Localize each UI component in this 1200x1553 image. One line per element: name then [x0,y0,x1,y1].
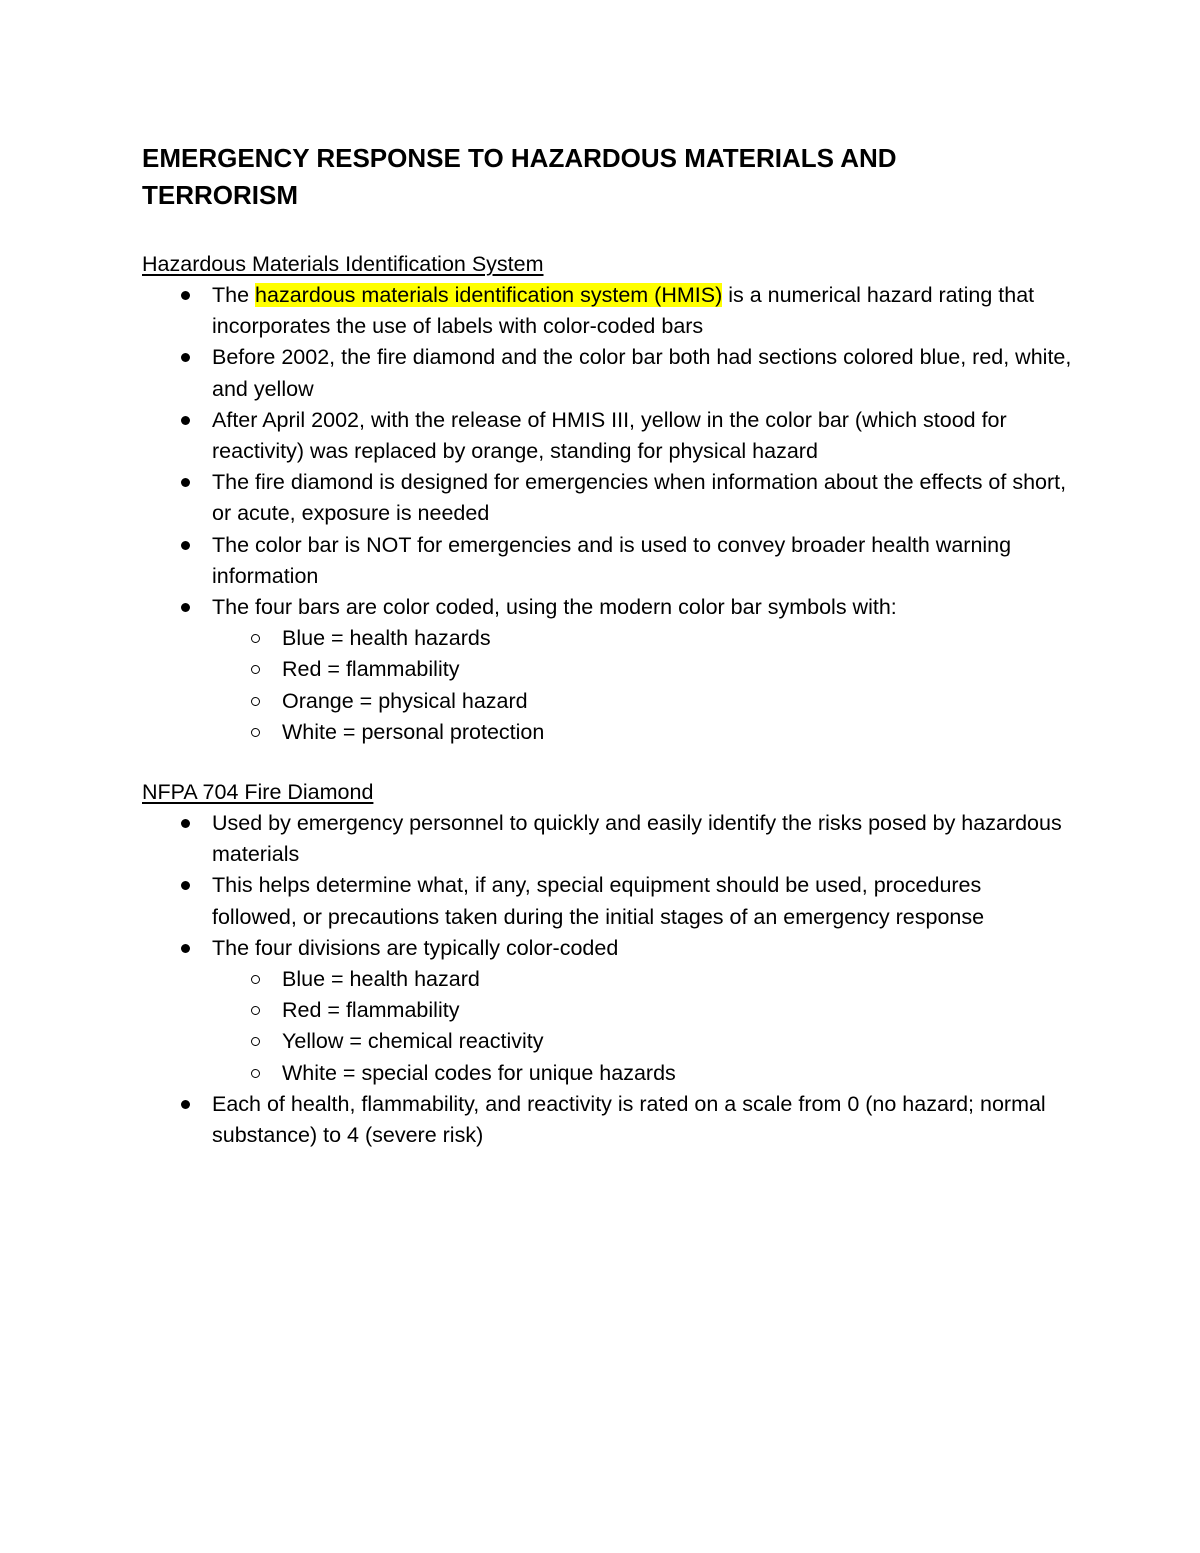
bullet-icon [181,944,190,953]
list-item [142,530,1072,592]
hollow-bullet-icon [251,634,260,643]
hollow-bullet-icon [251,665,260,674]
highlighted-term: hazardous materials identification system (HMIS) [255,283,723,307]
list-item-text: Each of health, flammability, and reactivity is rated on a scale from 0 (no hazard; normal substance) to 4 (severe risk) [212,1091,1046,1148]
bullet-icon [181,416,190,425]
nfpa-bullet-list [142,808,1072,1151]
hollow-bullet-icon [251,975,260,984]
document-title: EMERGENCY RESPONSE TO HAZARDOUS MATERIALS AND TERRORISM [142,143,897,210]
list-item [142,870,1072,932]
section-heading-nfpa: NFPA 704 Fire Diamond [142,780,374,804]
sub-list-item [212,964,1072,995]
sub-list [212,964,1072,1089]
sub-list-item [212,717,1072,748]
hollow-bullet-icon [251,1037,260,1046]
list-item [142,405,1072,467]
list-item-text: The color bar is NOT for emergencies and is used to convey broader health warning information [212,532,1012,588]
bullet-icon [181,603,190,612]
list-item-text: After April 2002, with the release of HMIS III, yellow in the color bar (which stood for reactivity) was replaced by orange, standing for physical hazard [212,407,1007,464]
hollow-bullet-icon [251,1069,260,1078]
bullet-icon [181,541,190,550]
list-item [142,933,1072,1089]
list-item [142,592,1072,748]
list-item-text-suffix: is a numerical hazard rating that incorporates the use of labels with color-coded bars [212,283,1035,339]
sub-list-item [212,1026,1072,1057]
list-item-text: Used by emergency personnel to quickly and easily identify the risks posed by hazardous materials [212,811,1062,867]
list-item [142,1089,1072,1151]
hollow-bullet-icon [251,697,260,706]
sub-list-item-text: White = personal protection [282,719,545,744]
sub-list-item [212,1058,1072,1089]
list-item [142,808,1072,870]
bullet-icon [181,478,190,487]
sub-list-item [212,654,1072,685]
bullet-icon [181,819,190,828]
list-item [142,467,1072,529]
sub-list-item [212,686,1072,717]
sub-list-item-text: Red = flammability [282,998,460,1023]
sub-list-item-text: White = special codes for unique hazards [282,1060,676,1085]
list-item [142,280,1072,342]
bullet-icon [181,353,190,362]
hollow-bullet-icon [251,728,260,737]
sub-list-item-text: Yellow = chemical reactivity [282,1029,544,1054]
hmis-bullet-list [142,280,1072,748]
list-item-text: The four bars are color coded, using the modern color bar symbols with: [212,595,897,620]
list-item [142,342,1072,404]
sub-list-item-text: Blue = health hazards [282,626,491,651]
bullet-icon [181,291,190,300]
sub-list [212,623,1072,748]
list-item-text: The four divisions are typically color-coded [212,935,619,960]
list-item-text: The fire diamond is designed for emergencies when information about the effects of short, or acute, exposure is needed [212,470,1067,526]
list-item-text: This helps determine what, if any, special equipment should be used, procedures followed, or precautions taken during the initial stages of an emergency response [212,873,985,929]
section-heading-hmis: Hazardous Materials Identification System [142,252,544,276]
sub-list-item [212,623,1072,654]
list-item-text-prefix: The [212,283,256,307]
sub-list-item-text: Red = flammability [282,657,460,682]
sub-list-item-text: Orange = physical hazard [282,688,528,713]
list-item-text: Before 2002, the fire diamond and the color bar both had sections colored blue, red, white, and yellow [212,345,1072,401]
sub-list-item [212,995,1072,1026]
bullet-icon [181,1100,190,1109]
sub-list-item-text: Blue = health hazard [282,967,480,992]
bullet-icon [181,881,190,890]
hollow-bullet-icon [251,1006,260,1015]
